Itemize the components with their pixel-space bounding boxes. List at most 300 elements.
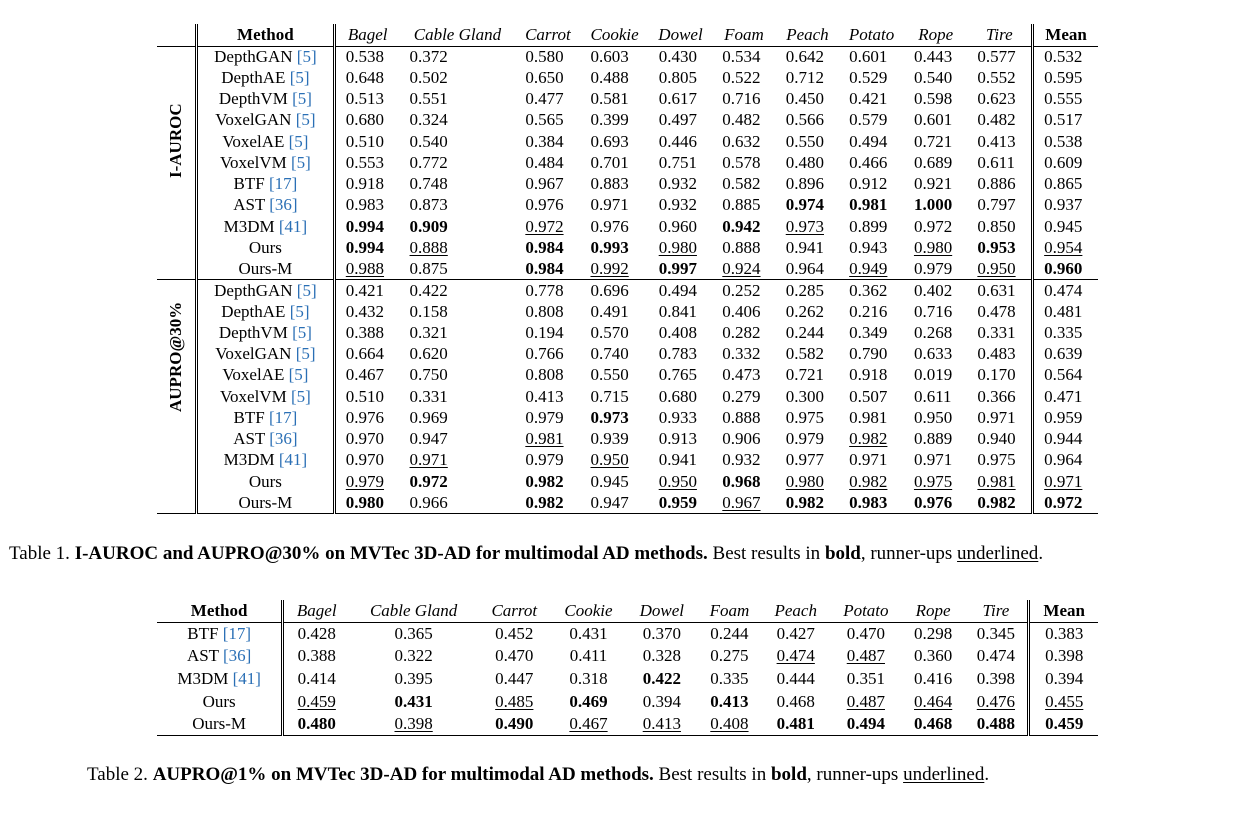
value-text: 0.467: [345, 365, 385, 385]
value-cell: [712, 471, 775, 492]
value-text: 0.324: [409, 110, 448, 130]
value-text: 0.947: [409, 429, 448, 449]
value-cell: [712, 280, 775, 301]
value-cell: [349, 623, 478, 646]
value-cell: [712, 110, 775, 131]
caption-underline-word: underlined: [957, 543, 1039, 564]
value-cell: [904, 471, 967, 492]
value-cell: [967, 301, 1032, 322]
value-cell: [649, 492, 713, 513]
value-cell: [400, 429, 516, 450]
value-text: 0.579: [849, 110, 888, 130]
value-cell: [904, 174, 967, 195]
value-cell: [904, 237, 967, 258]
citation-link[interactable]: [41]: [278, 216, 308, 236]
value-text: 0.430: [658, 46, 697, 66]
value-text: 0.477: [525, 89, 564, 109]
value-text: 0.565: [525, 110, 564, 130]
method-cell: [197, 365, 335, 386]
value-text: 0.970: [345, 450, 385, 470]
value-cell: [626, 668, 697, 691]
value-text: 0.950: [658, 471, 697, 491]
value-cell: [334, 89, 399, 110]
table-row: [157, 216, 1098, 237]
value-text: 0.497: [658, 110, 697, 130]
value-text: 0.383: [1045, 624, 1084, 644]
value-text: 0.883: [590, 174, 629, 194]
value-cell: [904, 429, 967, 450]
method-cell: [197, 174, 335, 195]
value-text: 0.992: [590, 258, 629, 278]
citation-link[interactable]: [17]: [268, 174, 298, 194]
value-cell: [1033, 195, 1098, 216]
value-text: 0.964: [1044, 450, 1083, 470]
value-text: 0.918: [849, 365, 888, 385]
value-cell: [904, 110, 967, 131]
value-cell: [967, 152, 1032, 173]
value-text: 0.502: [409, 67, 448, 87]
value-cell: [712, 89, 775, 110]
value-cell: [830, 713, 902, 736]
value-text: 0.748: [409, 174, 448, 194]
value-text: 0.328: [642, 646, 681, 666]
value-text: 0.216: [849, 301, 888, 321]
value-text: 0.522: [722, 67, 761, 87]
value-text: 0.932: [658, 195, 697, 215]
value-text: 0.783: [658, 344, 697, 364]
value-cell: [902, 623, 964, 646]
value-cell: [649, 344, 713, 365]
value-cell: [581, 110, 649, 131]
value-text: 0.971: [1044, 471, 1083, 491]
value-text: 0.979: [785, 429, 824, 449]
value-cell: [967, 216, 1032, 237]
value-cell: [1033, 280, 1098, 301]
value-text: 0.362: [849, 280, 888, 300]
value-cell: [902, 645, 964, 668]
method-cell: [157, 645, 283, 668]
value-text: 0.490: [495, 714, 534, 734]
method-name: DepthVM: [218, 89, 288, 109]
value-cell: [283, 690, 349, 713]
value-cell: [776, 301, 839, 322]
citation-link[interactable]: [36]: [269, 195, 298, 215]
value-cell: [712, 152, 775, 173]
value-cell: [712, 46, 775, 67]
value-text: 0.850: [977, 216, 1016, 236]
citation-link[interactable]: [17]: [268, 407, 298, 427]
value-cell: [776, 174, 839, 195]
value-text: 0.982: [525, 471, 564, 491]
value-text: 0.570: [590, 322, 629, 342]
citation-link[interactable]: [5]: [292, 322, 312, 342]
column-header: Tire: [967, 24, 1032, 46]
value-text: 0.268: [913, 322, 953, 342]
method-name: DepthGAN: [214, 46, 293, 66]
value-cell: [712, 322, 775, 343]
value-text: 0.413: [710, 691, 749, 711]
value-text: 0.480: [297, 714, 336, 734]
citation-link[interactable]: [41]: [232, 669, 261, 689]
value-text: 0.611: [913, 386, 952, 406]
value-text: 0.740: [590, 344, 629, 364]
value-cell: [1033, 429, 1098, 450]
value-cell: [515, 344, 580, 365]
value-text: 0.841: [658, 301, 697, 321]
value-text: 0.318: [569, 669, 608, 689]
value-cell: [712, 365, 775, 386]
value-cell: [478, 645, 551, 668]
value-text: 0.913: [658, 429, 697, 449]
value-text: 0.494: [849, 131, 888, 151]
citation-link[interactable]: [5]: [292, 89, 312, 109]
value-cell: [649, 67, 713, 88]
value-text: 0.964: [785, 258, 824, 278]
value-cell: [712, 429, 775, 450]
citation-link[interactable]: [5]: [288, 131, 309, 151]
value-text: 0.875: [409, 258, 448, 278]
value-cell: [1029, 623, 1098, 646]
value-cell: [762, 623, 830, 646]
value-cell: [776, 280, 839, 301]
value-text: 0.909: [409, 216, 448, 236]
value-text: 0.984: [525, 258, 564, 278]
column-header: Carrot: [515, 24, 580, 46]
method-name: Ours: [248, 471, 282, 491]
value-text: 0.976: [345, 407, 385, 427]
value-text: 0.366: [977, 386, 1016, 406]
value-text: 0.974: [785, 195, 824, 215]
caption-end: .: [1038, 543, 1044, 564]
value-cell: [839, 237, 904, 258]
caption-text: Best results in: [653, 764, 771, 785]
column-header: Carrot: [478, 600, 551, 623]
table-row: [157, 195, 1098, 216]
value-cell: [581, 216, 649, 237]
value-cell: [1033, 301, 1098, 322]
method-name: Ours: [248, 237, 282, 257]
value-cell: [904, 216, 967, 237]
table-1-body: [157, 46, 1098, 514]
value-text: 0.416: [914, 669, 953, 689]
caption-bold-word: bold: [770, 764, 807, 785]
value-cell: [349, 713, 478, 736]
value-text: 0.467: [569, 714, 608, 734]
value-text: 0.553: [345, 152, 385, 172]
value-cell: [1033, 89, 1098, 110]
value-text: 0.954: [1044, 237, 1083, 257]
value-cell: [776, 110, 839, 131]
value-cell: [649, 174, 713, 195]
value-cell: [839, 67, 904, 88]
citation-link[interactable]: [36]: [269, 429, 298, 449]
value-text: 0.398: [394, 714, 433, 734]
value-text: 0.335: [710, 669, 749, 689]
group-label: AUPRO@30%: [166, 301, 185, 412]
value-text: 0.712: [785, 67, 824, 87]
method-cell: [157, 668, 283, 691]
value-text: 0.394: [1045, 669, 1084, 689]
value-text: 0.633: [913, 344, 953, 364]
value-text: 0.981: [849, 195, 888, 215]
value-cell: [349, 690, 478, 713]
value-cell: [1033, 492, 1098, 513]
value-cell: [967, 365, 1032, 386]
value-cell: [712, 237, 775, 258]
value-text: 0.983: [849, 492, 888, 512]
table-2-header-row: [157, 600, 1098, 623]
value-cell: [649, 46, 713, 67]
value-cell: [839, 407, 904, 428]
value-text: 0.459: [1045, 714, 1084, 734]
value-cell: [515, 429, 580, 450]
value-text: 0.471: [1044, 386, 1083, 406]
value-cell: [1029, 668, 1098, 691]
table-row: [157, 668, 1098, 691]
value-text: 0.552: [977, 67, 1016, 87]
table-row: [157, 280, 1098, 301]
value-cell: [967, 237, 1032, 258]
citation-link[interactable]: [5]: [289, 301, 310, 321]
value-text: 0.427: [776, 624, 815, 644]
value-text: 0.447: [495, 669, 534, 689]
method-cell: [197, 450, 335, 471]
citation-link[interactable]: [41]: [278, 450, 308, 470]
method-name: VoxelVM: [219, 152, 287, 172]
value-text: 0.360: [914, 646, 953, 666]
value-cell: [762, 713, 830, 736]
value-text: 0.888: [409, 237, 448, 257]
method-cell: [157, 713, 283, 736]
method-name: VoxelAE: [222, 365, 285, 385]
citation-link[interactable]: [5]: [290, 386, 311, 406]
value-cell: [904, 386, 967, 407]
value-text: 0.019: [913, 365, 953, 385]
value-text: 0.480: [785, 152, 824, 172]
method-cell: [157, 623, 283, 646]
value-text: 0.943: [849, 237, 888, 257]
method-name: Ours: [202, 691, 236, 711]
column-header: Peach: [776, 24, 839, 46]
value-text: 0.664: [345, 344, 385, 364]
citation-link[interactable]: [5]: [295, 110, 316, 130]
value-cell: [904, 365, 967, 386]
caption-title: AUPRO@1% on MVTec 3D-AD for multimodal AD methods.: [152, 764, 654, 785]
value-cell: [551, 623, 627, 646]
value-text: 0.402: [913, 280, 953, 300]
value-text: 0.538: [345, 46, 385, 66]
value-cell: [762, 668, 830, 691]
value-cell: [967, 259, 1032, 280]
method-cell: [197, 344, 335, 365]
table-row: [157, 67, 1098, 88]
value-text: 0.406: [722, 301, 761, 321]
value-text: 0.972: [1044, 492, 1083, 512]
value-text: 0.982: [785, 492, 824, 512]
column-header: Cable Gland: [400, 24, 516, 46]
value-cell: [967, 322, 1032, 343]
value-cell: [515, 46, 580, 67]
citation-link[interactable]: [5]: [296, 280, 317, 300]
value-cell: [551, 690, 627, 713]
value-text: 0.933: [658, 407, 697, 427]
value-text: 0.384: [525, 131, 564, 151]
value-cell: [283, 623, 349, 646]
value-cell: [712, 174, 775, 195]
value-text: 0.285: [785, 280, 824, 300]
value-cell: [964, 668, 1029, 691]
group-header-cell: [157, 24, 197, 46]
value-cell: [581, 407, 649, 428]
citation-link[interactable]: [5]: [295, 344, 316, 364]
value-cell: [1033, 110, 1098, 131]
method-cell: [197, 46, 335, 67]
value-cell: [334, 471, 399, 492]
value-cell: [334, 450, 399, 471]
method-cell: [197, 407, 335, 428]
citation-link[interactable]: [5]: [290, 152, 311, 172]
value-text: 0.428: [297, 624, 336, 644]
value-cell: [712, 216, 775, 237]
value-text: 0.331: [977, 322, 1016, 342]
value-cell: [964, 645, 1029, 668]
value-cell: [478, 623, 551, 646]
value-cell: [904, 46, 967, 67]
value-cell: [967, 492, 1032, 513]
citation-link[interactable]: [17]: [222, 624, 252, 644]
value-text: 0.476: [976, 691, 1016, 711]
value-text: 0.470: [495, 646, 534, 666]
value-text: 0.421: [849, 89, 888, 109]
value-cell: [830, 668, 902, 691]
value-cell: [776, 429, 839, 450]
value-cell: [581, 67, 649, 88]
value-cell: [581, 152, 649, 173]
table-row: [157, 174, 1098, 195]
value-text: 0.372: [409, 46, 448, 66]
citation-link[interactable]: [5]: [288, 365, 309, 385]
value-cell: [349, 668, 478, 691]
value-text: 1.000: [913, 195, 953, 215]
value-cell: [964, 713, 1029, 736]
value-cell: [334, 322, 399, 343]
value-text: 0.953: [977, 237, 1016, 257]
value-cell: [697, 623, 761, 646]
value-cell: [839, 471, 904, 492]
table-row: [157, 645, 1098, 668]
citation-link[interactable]: [5]: [289, 67, 310, 87]
value-text: 0.997: [658, 258, 697, 278]
value-text: 0.988: [345, 258, 385, 278]
citation-link[interactable]: [5]: [296, 46, 317, 66]
value-text: 0.797: [977, 195, 1016, 215]
value-text: 0.980: [785, 471, 824, 491]
caption-text: , runner-ups: [860, 543, 958, 564]
value-cell: [400, 46, 516, 67]
value-text: 0.513: [345, 89, 385, 109]
value-text: 0.899: [849, 216, 888, 236]
value-cell: [649, 407, 713, 428]
table-row: [157, 429, 1098, 450]
value-cell: [712, 131, 775, 152]
value-text: 0.979: [525, 450, 564, 470]
method-name: BTF: [233, 407, 265, 427]
value-cell: [400, 386, 516, 407]
method-name: Ours-M: [238, 258, 293, 278]
value-text: 0.481: [776, 714, 815, 734]
value-text: 0.968: [722, 471, 761, 491]
method-cell: [197, 280, 335, 301]
value-text: 0.949: [849, 258, 888, 278]
value-cell: [515, 492, 580, 513]
value-cell: [776, 322, 839, 343]
value-text: 0.577: [977, 46, 1016, 66]
value-cell: [712, 386, 775, 407]
value-cell: [334, 344, 399, 365]
value-text: 0.979: [345, 471, 385, 491]
value-cell: [762, 645, 830, 668]
value-cell: [649, 386, 713, 407]
value-cell: [967, 280, 1032, 301]
value-text: 0.432: [345, 301, 385, 321]
value-text: 0.555: [1044, 89, 1083, 109]
value-text: 0.482: [977, 110, 1016, 130]
citation-link[interactable]: [36]: [223, 646, 252, 666]
value-cell: [776, 365, 839, 386]
table-row: [157, 623, 1098, 646]
value-text: 0.158: [409, 301, 448, 321]
method-name: Ours-M: [192, 714, 247, 734]
value-cell: [967, 131, 1032, 152]
value-cell: [626, 690, 697, 713]
value-text: 0.912: [849, 174, 888, 194]
value-text: 0.680: [345, 110, 385, 130]
value-cell: [1033, 131, 1098, 152]
value-cell: [839, 131, 904, 152]
value-text: 0.981: [849, 407, 888, 427]
value-cell: [581, 386, 649, 407]
value-cell: [967, 386, 1032, 407]
value-text: 0.967: [722, 492, 761, 512]
value-text: 0.413: [977, 131, 1016, 151]
value-text: 0.972: [913, 216, 953, 236]
value-cell: [400, 450, 516, 471]
value-cell: [515, 386, 580, 407]
value-text: 0.967: [525, 174, 564, 194]
method-name: M3DM: [223, 450, 275, 470]
value-cell: [581, 450, 649, 471]
value-text: 0.924: [722, 258, 761, 278]
value-cell: [283, 645, 349, 668]
value-cell: [334, 67, 399, 88]
value-cell: [967, 174, 1032, 195]
value-text: 0.632: [722, 131, 761, 151]
value-text: 0.413: [642, 714, 681, 734]
value-cell: [400, 237, 516, 258]
value-text: 0.980: [345, 492, 385, 512]
value-cell: [762, 690, 830, 713]
value-cell: [904, 492, 967, 513]
value-text: 0.886: [977, 174, 1016, 194]
value-cell: [1033, 46, 1098, 67]
column-header: Cable Gland: [349, 600, 478, 623]
value-text: 0.580: [525, 46, 564, 66]
value-text: 0.482: [722, 110, 761, 130]
value-text: 0.494: [846, 714, 885, 734]
value-cell: [776, 471, 839, 492]
value-text: 0.932: [658, 174, 697, 194]
value-cell: [649, 429, 713, 450]
